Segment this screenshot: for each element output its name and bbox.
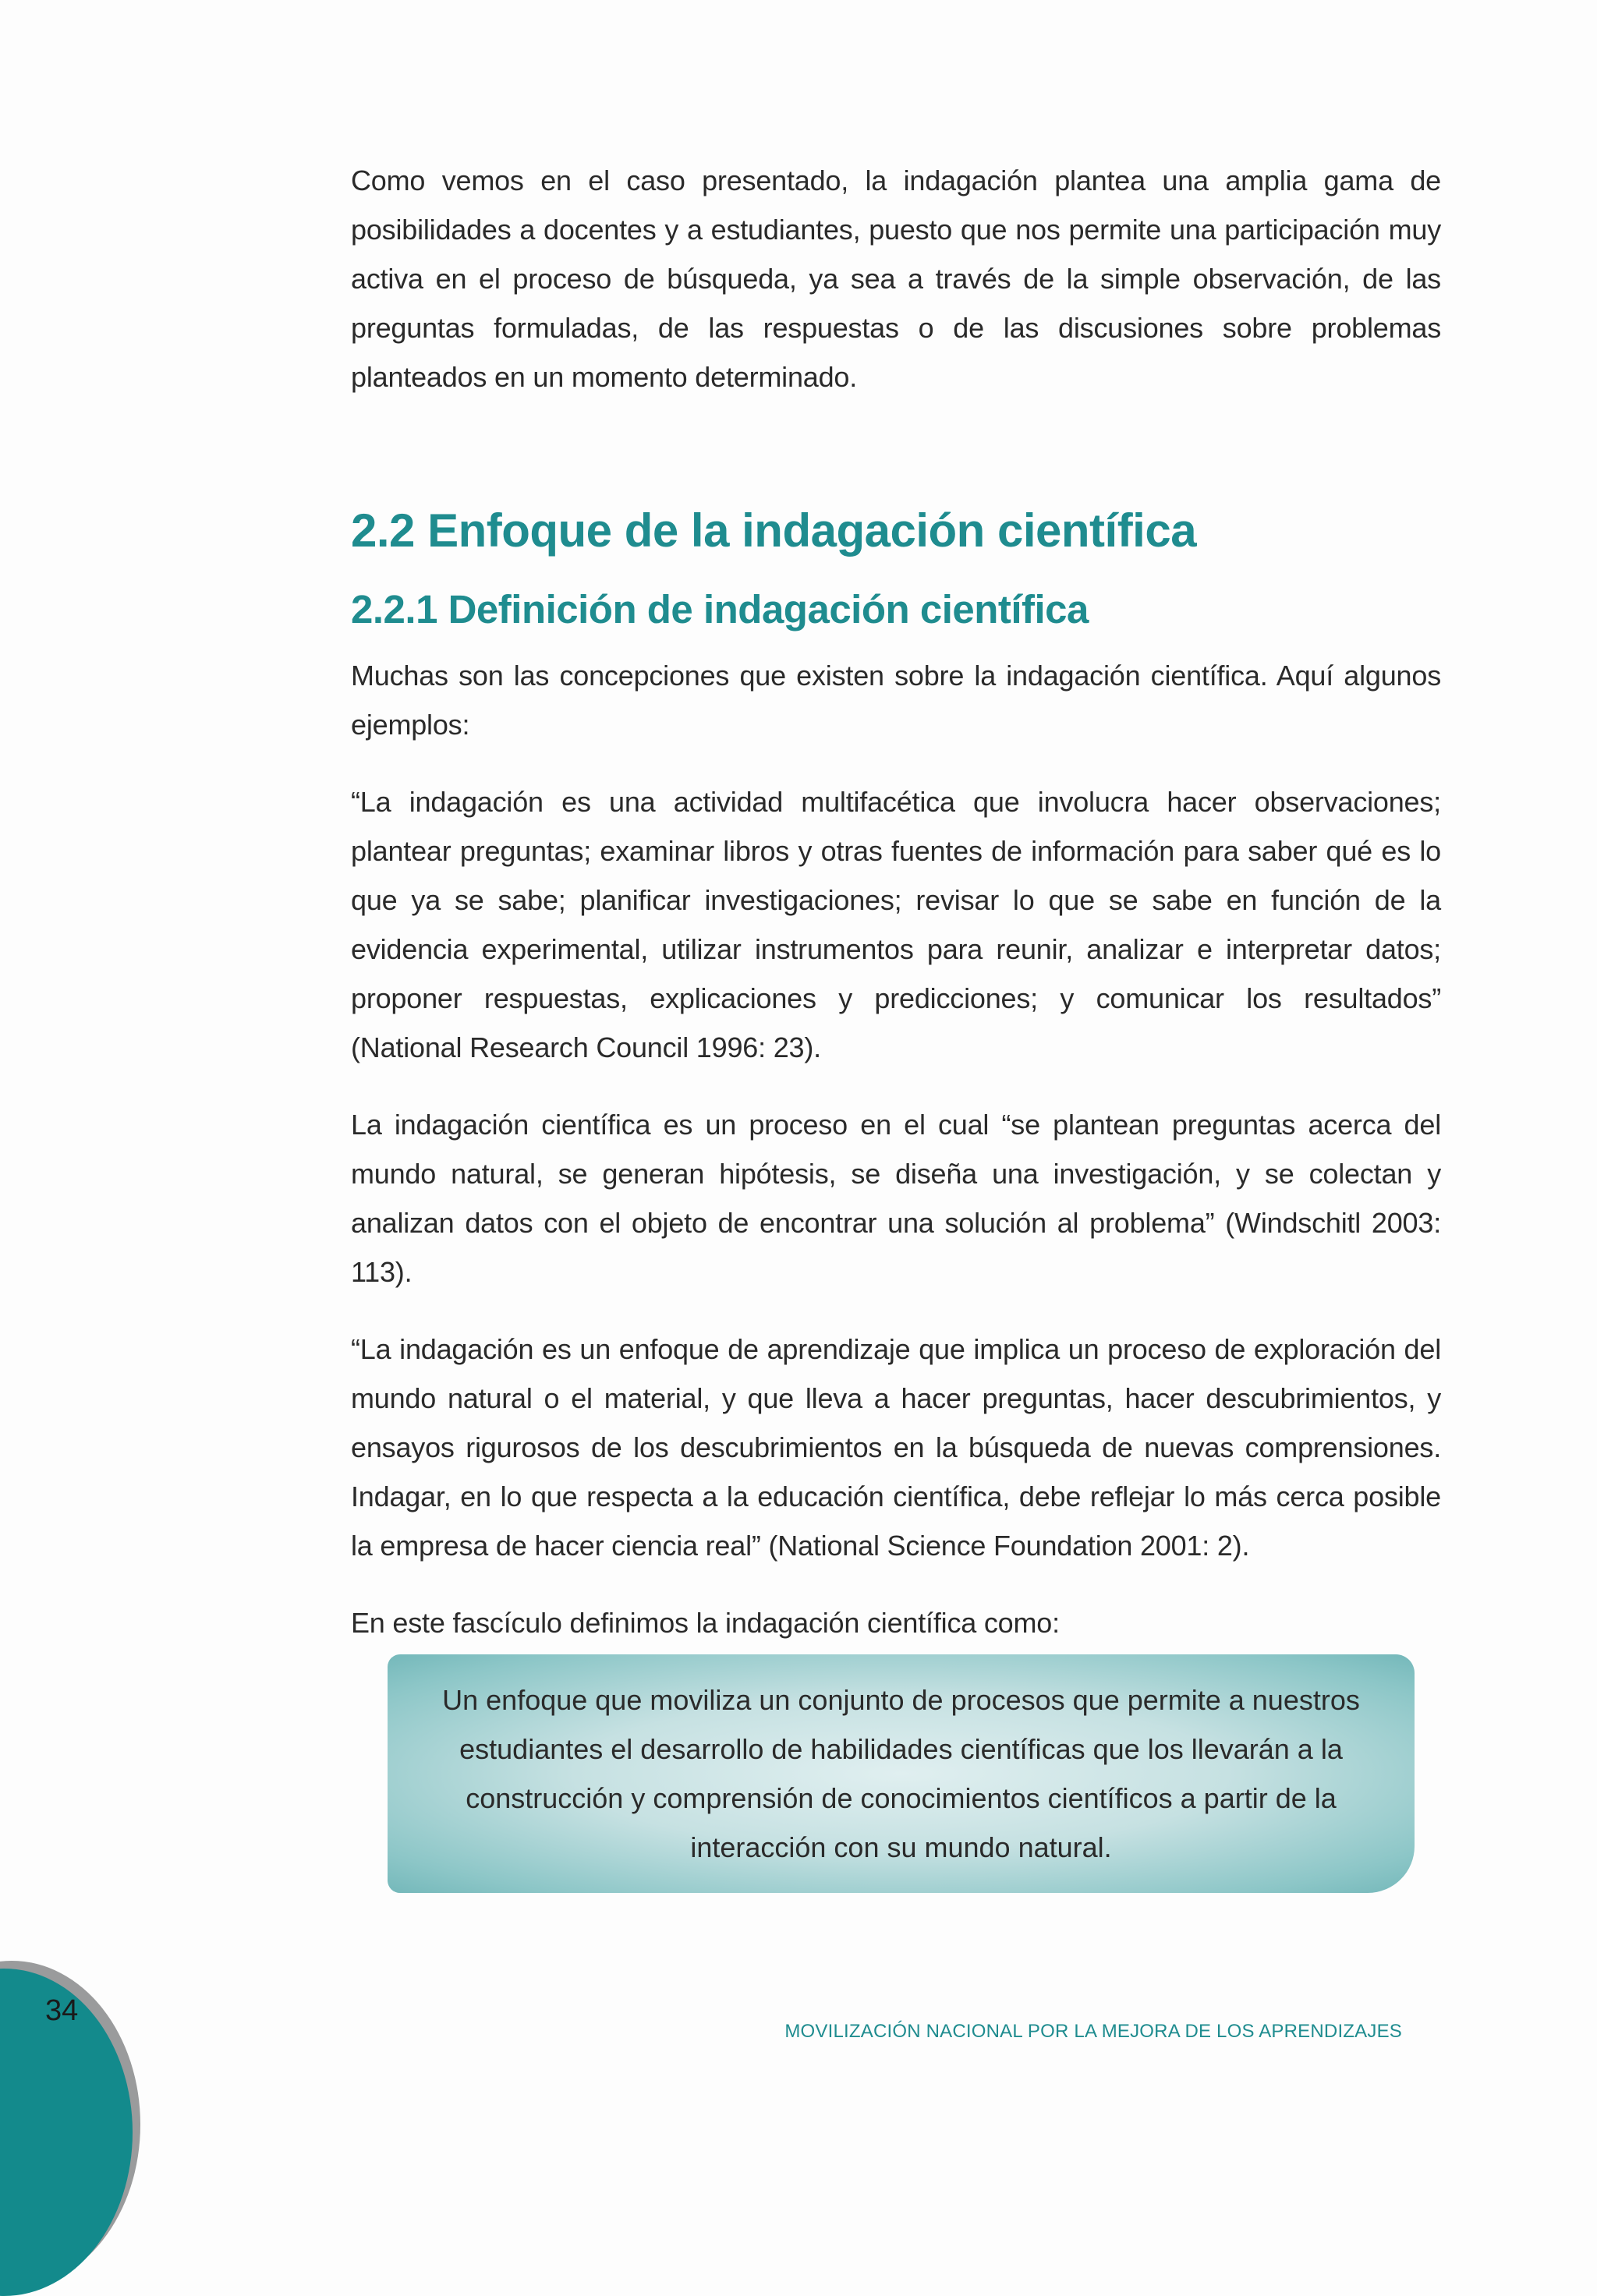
intro-paragraph: Como vemos en el caso presentado, la indagación plantea una amplia gama de posibilidades a docentes y a estudiantes, puesto que nos permite una participación muy activa en el proceso de búsqueda, ya sea a través de la simple observación, de las preguntas formuladas, de las respuestas o de las discusiones sobre problemas planteados en un momento determinado.	[351, 165, 1441, 393]
definition-text: Un enfoque que moviliza un conjunto de procesos que permite a nuestros estudiantes el desarrollo de habilidades científicas que los llevarán a la construcción y comprensión de conocimientos científicos a partir de la interacción con su mundo natural.	[442, 1684, 1360, 1863]
running-footer: MOVILIZACIÓN NACIONAL POR LA MEJORA DE LOS APRENDIZAJES	[784, 2021, 1402, 2042]
page-content	[351, 156, 1441, 1647]
page-number: 34	[45, 1994, 79, 2027]
quote-windschitl: La indagación científica es un proceso en el cual “se plantean preguntas acerca del mundo natural, se generan hipótesis, se diseña una investigación, y se colectan y analizan datos con el objeto de encontrar una solución al problema” (Windschitl 2003: 113).	[351, 1109, 1441, 1288]
paragraph-definition-intro: En este fascículo definimos la indagación científica como:	[351, 1607, 1060, 1639]
quote-national-research-council: “La indagación es una actividad multifacética que involucra hacer observaciones; plantear preguntas; examinar libros y otras fuentes de información para saber qué es lo que ya se sabe; planificar investigaciones; revisar lo que se sabe en función de la evidencia experimental, utilizar instrumentos para reunir, analizar e interpretar datos; proponer respuestas, explicaciones y predicciones; y comunicar los resultados” (National Research Council 1996: 23).	[351, 786, 1441, 1063]
section-heading: 2.2 Enfoque de la indagación científica	[351, 504, 1197, 557]
subsection-heading: 2.2.1 Definición de indagación científica	[351, 587, 1089, 631]
quote-national-science-foundation: “La indagación es un enfoque de aprendizaje que implica un proceso de exploración del mundo natural o el material, y que lleva a hacer preguntas, hacer descubrimientos, y ensayos rigurosos de los descubrimientos en la búsqueda de nuevas comprensiones. Indagar, en lo que respecta a la educación científica, debe reflejar lo más cerca posible la empresa de hacer ciencia real” (National Science Foundation 2001: 2).	[351, 1333, 1441, 1562]
definition-box	[388, 1654, 1415, 1893]
paragraph-conceptions: Muchas son las concepciones que existen sobre la indagación científica. Aquí algunos ejemplos:	[351, 660, 1441, 741]
